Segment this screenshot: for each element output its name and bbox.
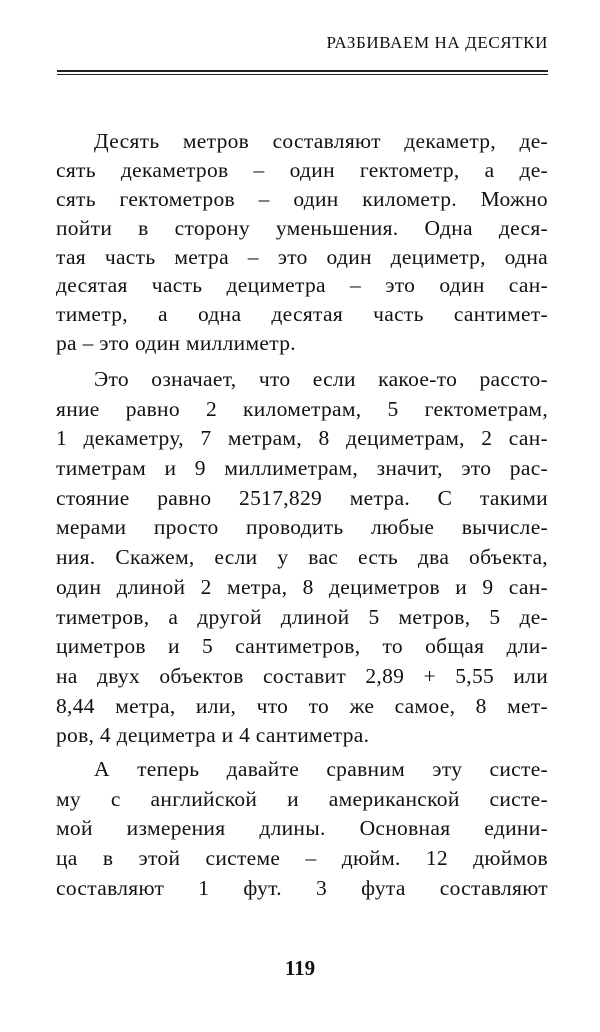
paragraph-1 xyxy=(56,127,548,358)
text-line: тая часть метра – это один дециметр, одна xyxy=(56,244,548,269)
text-line: му с английской и американской систе- xyxy=(56,786,548,811)
text-line: стояние равно 2517,829 метра. С такими xyxy=(56,485,548,510)
text-line: 8,44 метра, или, что то же самое, 8 мет- xyxy=(56,693,548,718)
text-line: десятая часть дециметра – это один сан- xyxy=(56,273,548,298)
text-line: тиметров, а другой длиной 5 метров, 5 де- xyxy=(56,604,548,629)
text-line: сять декаметров – один гектометр, а де- xyxy=(56,157,548,182)
text-line: 1 декаметру, 7 метрам, 8 дециметрам, 2 сан- xyxy=(56,426,548,451)
header-rule xyxy=(57,70,548,72)
text-line: ра – это один миллиметр. xyxy=(56,331,296,356)
header-rule-thin xyxy=(57,74,548,75)
text-line: мерами просто проводить любые вычисле- xyxy=(56,515,548,540)
page-number: 119 xyxy=(284,956,316,980)
text-line: Десять метров составляют декаметр, де- xyxy=(94,129,548,153)
text-line: ния. Скажем, если у вас есть два объекта, xyxy=(56,545,548,570)
text-line: один длиной 2 метра, 8 дециметров и 9 сан- xyxy=(56,574,548,599)
text-line: тиметр, а одна десятая часть сантимет- xyxy=(56,302,548,327)
text-line: А теперь давайте сравним эту систе- xyxy=(94,757,548,781)
text-line: ца в этой системе – дюйм. 12 дюймов xyxy=(56,846,548,871)
text-line: Это означает, что если какое-то рассто- xyxy=(94,367,548,391)
text-line: составляют 1 фут. 3 фута составляют xyxy=(56,875,548,900)
text-line: ров, 4 дециметра и 4 сантиметра. xyxy=(56,723,370,748)
paragraph-3 xyxy=(56,755,548,903)
paragraph-2 xyxy=(56,365,548,751)
text-line: циметров и 5 сантиметров, то общая дли- xyxy=(56,634,548,659)
text-line: на двух объектов составит 2,89 + 5,55 или xyxy=(56,663,548,688)
text-line: мой измерения длины. Основная едини- xyxy=(56,816,548,841)
text-line: тиметрам и 9 миллиметрам, значит, это рас- xyxy=(56,456,548,481)
text-line: яние равно 2 километрам, 5 гектометрам, xyxy=(56,396,548,421)
running-header: РАЗБИВАЕМ НА ДЕСЯТКИ xyxy=(326,33,548,52)
text-line: пойти в сторону уменьшения. Одна деся- xyxy=(56,215,548,240)
text-line: сять гектометров – один километр. Можно xyxy=(56,186,548,211)
